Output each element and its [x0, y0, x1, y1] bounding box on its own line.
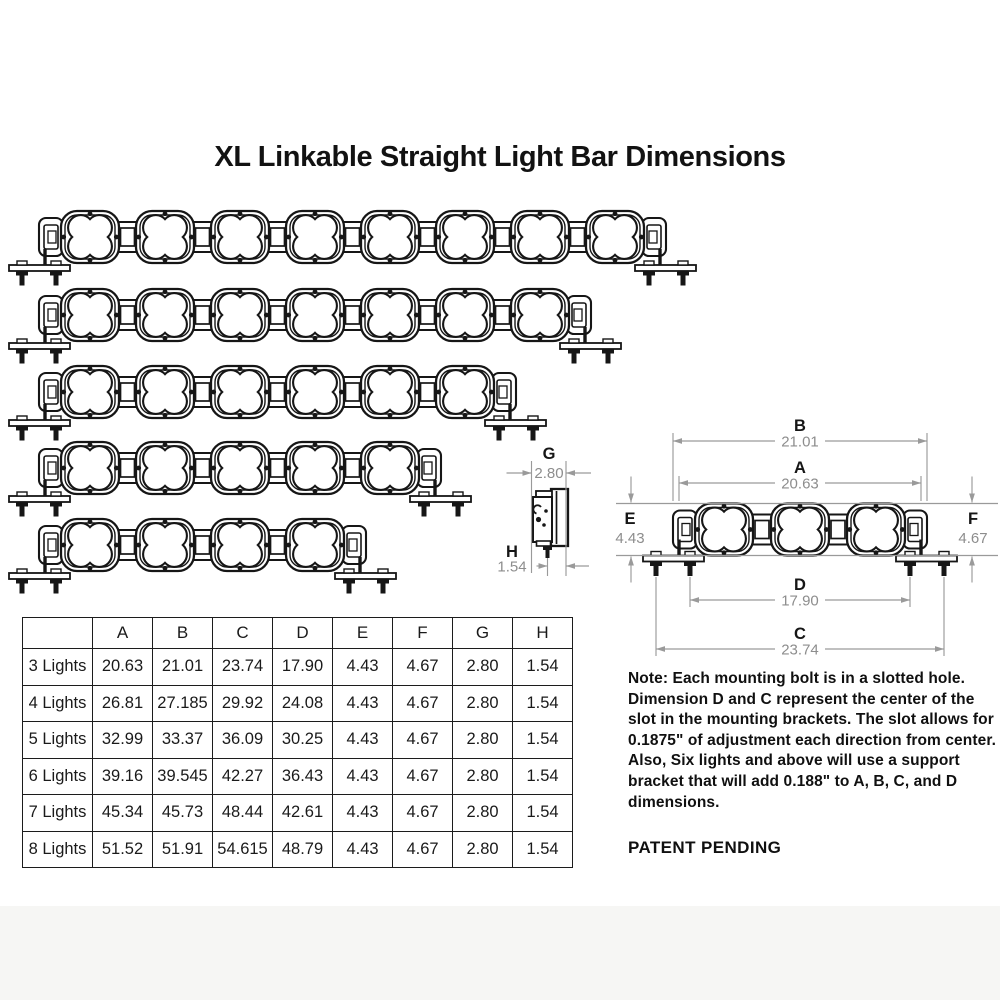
side-view [497, 445, 591, 576]
row-label: 7 Lights [23, 795, 93, 832]
note-text: Note: Each mounting bolt is in a slotted hole. Dimension D and C represent the center of the slot in the mounting brackets. The slot allows for 0.1875" of adjustment each direction from center. Also, Six lights and above will use a support bracket that will add 0.188" to A, B, C, and D dimensions. [628, 670, 996, 811]
value-cell-G: 2.80 [453, 685, 513, 722]
value-cell-E: 4.43 [333, 795, 393, 832]
value-cell-H: 1.54 [513, 685, 573, 722]
value-cell-E: 4.43 [333, 722, 393, 759]
value-cell-G: 2.80 [453, 722, 513, 759]
value-cell-G: 2.80 [453, 831, 513, 868]
dim-C-label: C [794, 625, 806, 643]
table-header [23, 618, 573, 649]
col-header-G: G [453, 618, 513, 649]
row-label: 6 Lights [23, 758, 93, 795]
value-cell-C: 48.44 [213, 795, 273, 832]
dim-G-label: G [542, 445, 556, 463]
dim-F-value: 4.67 [958, 530, 988, 547]
table-row-7-lights [23, 795, 573, 832]
col-header-F: F [393, 618, 453, 649]
detail-bar [643, 504, 957, 577]
light-bar-4-lights [9, 519, 396, 594]
value-cell-F: 4.67 [393, 758, 453, 795]
value-cell-E: 4.43 [333, 758, 393, 795]
value-cell-B: 45.73 [153, 795, 213, 832]
value-cell-B: 51.91 [153, 831, 213, 868]
value-cell-A: 51.52 [93, 831, 153, 868]
value-cell-E: 4.43 [333, 649, 393, 686]
value-cell-C: 23.74 [213, 649, 273, 686]
dim-H-value: 1.54 [497, 558, 527, 576]
value-cell-A: 26.81 [93, 685, 153, 722]
col-header-A: A [93, 618, 153, 649]
side-view-drawing [533, 489, 568, 558]
dim-D-label: D [794, 576, 806, 594]
value-cell-F: 4.67 [393, 685, 453, 722]
table-corner-cell [23, 618, 93, 649]
value-cell-F: 4.67 [393, 649, 453, 686]
row-label: 5 Lights [23, 722, 93, 759]
value-cell-E: 4.43 [333, 831, 393, 868]
dim-A-label: A [794, 459, 806, 477]
value-cell-D: 48.79 [273, 831, 333, 868]
light-bar-5-lights [9, 442, 471, 517]
value-cell-G: 2.80 [453, 795, 513, 832]
dim-D-value: 17.90 [781, 592, 819, 610]
value-cell-B: 33.37 [153, 722, 213, 759]
value-cell-F: 4.67 [393, 831, 453, 868]
value-cell-F: 4.67 [393, 795, 453, 832]
light-bar-6-lights [9, 366, 546, 441]
value-cell-B: 21.01 [153, 649, 213, 686]
dim-A-value: 20.63 [781, 475, 819, 493]
value-cell-F: 4.67 [393, 722, 453, 759]
value-cell-H: 1.54 [513, 831, 573, 868]
value-cell-B: 39.545 [153, 758, 213, 795]
table-row-6-lights [23, 758, 573, 795]
table-row-4-lights [23, 685, 573, 722]
table-row-8-lights [23, 831, 573, 868]
value-cell-G: 2.80 [453, 758, 513, 795]
value-cell-E: 4.43 [333, 685, 393, 722]
value-cell-A: 45.34 [93, 795, 153, 832]
light-bar-stack [9, 211, 696, 594]
detail-view-3-lights [615, 417, 998, 659]
col-header-B: B [153, 618, 213, 649]
table-body [23, 649, 573, 868]
value-cell-D: 24.08 [273, 685, 333, 722]
value-cell-A: 20.63 [93, 649, 153, 686]
light-bar-7-lights [9, 289, 621, 364]
dim-H-label: H [506, 543, 518, 561]
row-label: 4 Lights [23, 685, 93, 722]
light-bar-8-lights [9, 211, 696, 286]
row-label: 8 Lights [23, 831, 93, 868]
dim-G-value: 2.80 [534, 465, 564, 482]
value-cell-H: 1.54 [513, 649, 573, 686]
value-cell-C: 36.09 [213, 722, 273, 759]
value-cell-C: 54.615 [213, 831, 273, 868]
patent-pending-label: PATENT PENDING [628, 838, 782, 857]
value-cell-B: 27.185 [153, 685, 213, 722]
dim-B-value: 21.01 [781, 433, 819, 451]
value-cell-G: 2.80 [453, 649, 513, 686]
table-row-5-lights [23, 722, 573, 759]
value-cell-D: 42.61 [273, 795, 333, 832]
value-cell-C: 29.92 [213, 685, 273, 722]
value-cell-D: 36.43 [273, 758, 333, 795]
col-header-E: E [333, 618, 393, 649]
value-cell-H: 1.54 [513, 722, 573, 759]
value-cell-H: 1.54 [513, 758, 573, 795]
table-header-row [23, 618, 573, 649]
dim-F-label: F [967, 510, 979, 528]
table-row-3-lights [23, 649, 573, 686]
col-header-C: C [213, 618, 273, 649]
dim-E-label: E [624, 510, 636, 528]
dimension-table [22, 617, 573, 868]
dim-B-label: B [794, 417, 806, 435]
col-header-H: H [513, 618, 573, 649]
value-cell-D: 30.25 [273, 722, 333, 759]
value-cell-A: 39.16 [93, 758, 153, 795]
value-cell-D: 17.90 [273, 649, 333, 686]
page-title: XL Linkable Straight Light Bar Dimensions [214, 141, 786, 173]
row-label: 3 Lights [23, 649, 93, 686]
value-cell-A: 32.99 [93, 722, 153, 759]
value-cell-H: 1.54 [513, 795, 573, 832]
dim-C-value: 23.74 [781, 641, 819, 659]
value-cell-C: 42.27 [213, 758, 273, 795]
dim-E-value: 4.43 [615, 530, 645, 547]
col-header-D: D [273, 618, 333, 649]
